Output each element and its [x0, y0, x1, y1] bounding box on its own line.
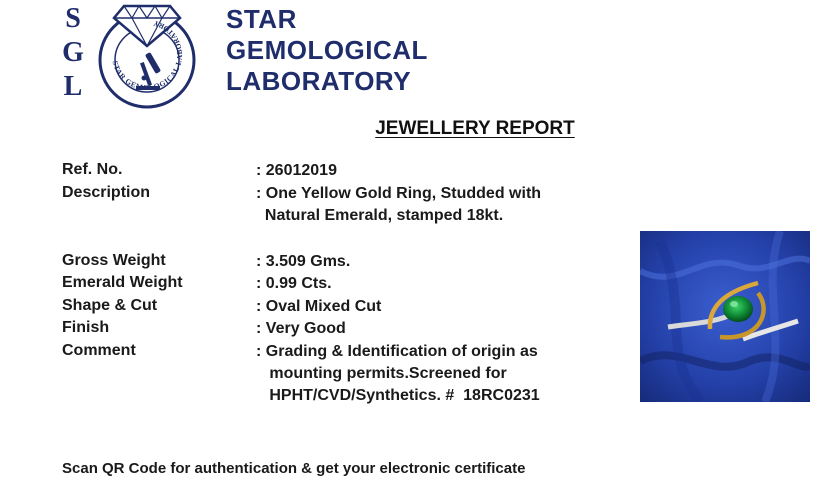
- finish-label: Finish: [62, 319, 110, 336]
- gross-weight-value: : 3.509 Gms.: [256, 253, 351, 270]
- comment-label: Comment: [62, 342, 136, 359]
- lab-name-line-2: GEMOLOGICAL: [226, 35, 428, 65]
- emerald-weight-label: Emerald Weight: [62, 274, 183, 291]
- report-title: JEWELLERY REPORT: [375, 118, 575, 139]
- lab-name-line-3: LABORATORY: [226, 66, 412, 96]
- description-label: Description: [62, 184, 151, 201]
- sgl-monogram: [58, 2, 88, 104]
- shape-cut-value: : Oval Mixed Cut: [256, 298, 382, 315]
- qr-authentication-note: Scan QR Code for authentication & get your electronic certificate: [62, 460, 526, 477]
- lab-name-line-1: STAR: [226, 4, 297, 34]
- laboratory-seal-logo: [92, 0, 202, 110]
- comment-value-line-3: HPHT/CVD/Synthetics. # 18RC0231: [256, 387, 540, 404]
- description-value-line-2: Natural Emerald, stamped 18kt.: [256, 207, 504, 224]
- gross-weight-label: Gross Weight: [62, 252, 166, 269]
- monogram-g: G: [62, 37, 84, 68]
- ring-photo: [640, 231, 810, 402]
- monogram-s: S: [65, 3, 81, 34]
- shape-cut-label: Shape & Cut: [62, 297, 158, 314]
- laboratory-name: [226, 4, 428, 97]
- ref-no-value: : 26012019: [256, 162, 337, 179]
- comment-value-line-1: : Grading & Identification of origin as: [256, 343, 538, 360]
- description-value-line-1: : One Yellow Gold Ring, Studded with: [256, 185, 542, 202]
- emerald-weight-value: : 0.99 Cts.: [256, 275, 332, 292]
- monogram-l: L: [63, 71, 83, 102]
- ref-no-label: Ref. No.: [62, 161, 123, 178]
- finish-value: : Very Good: [256, 320, 346, 337]
- svg-text:STAR GEMOLOGICAL LABORATORY: STAR GEMOLOGICAL LABORATORY: [110, 18, 185, 93]
- comment-value-line-2: mounting permits.Screened for: [256, 365, 507, 382]
